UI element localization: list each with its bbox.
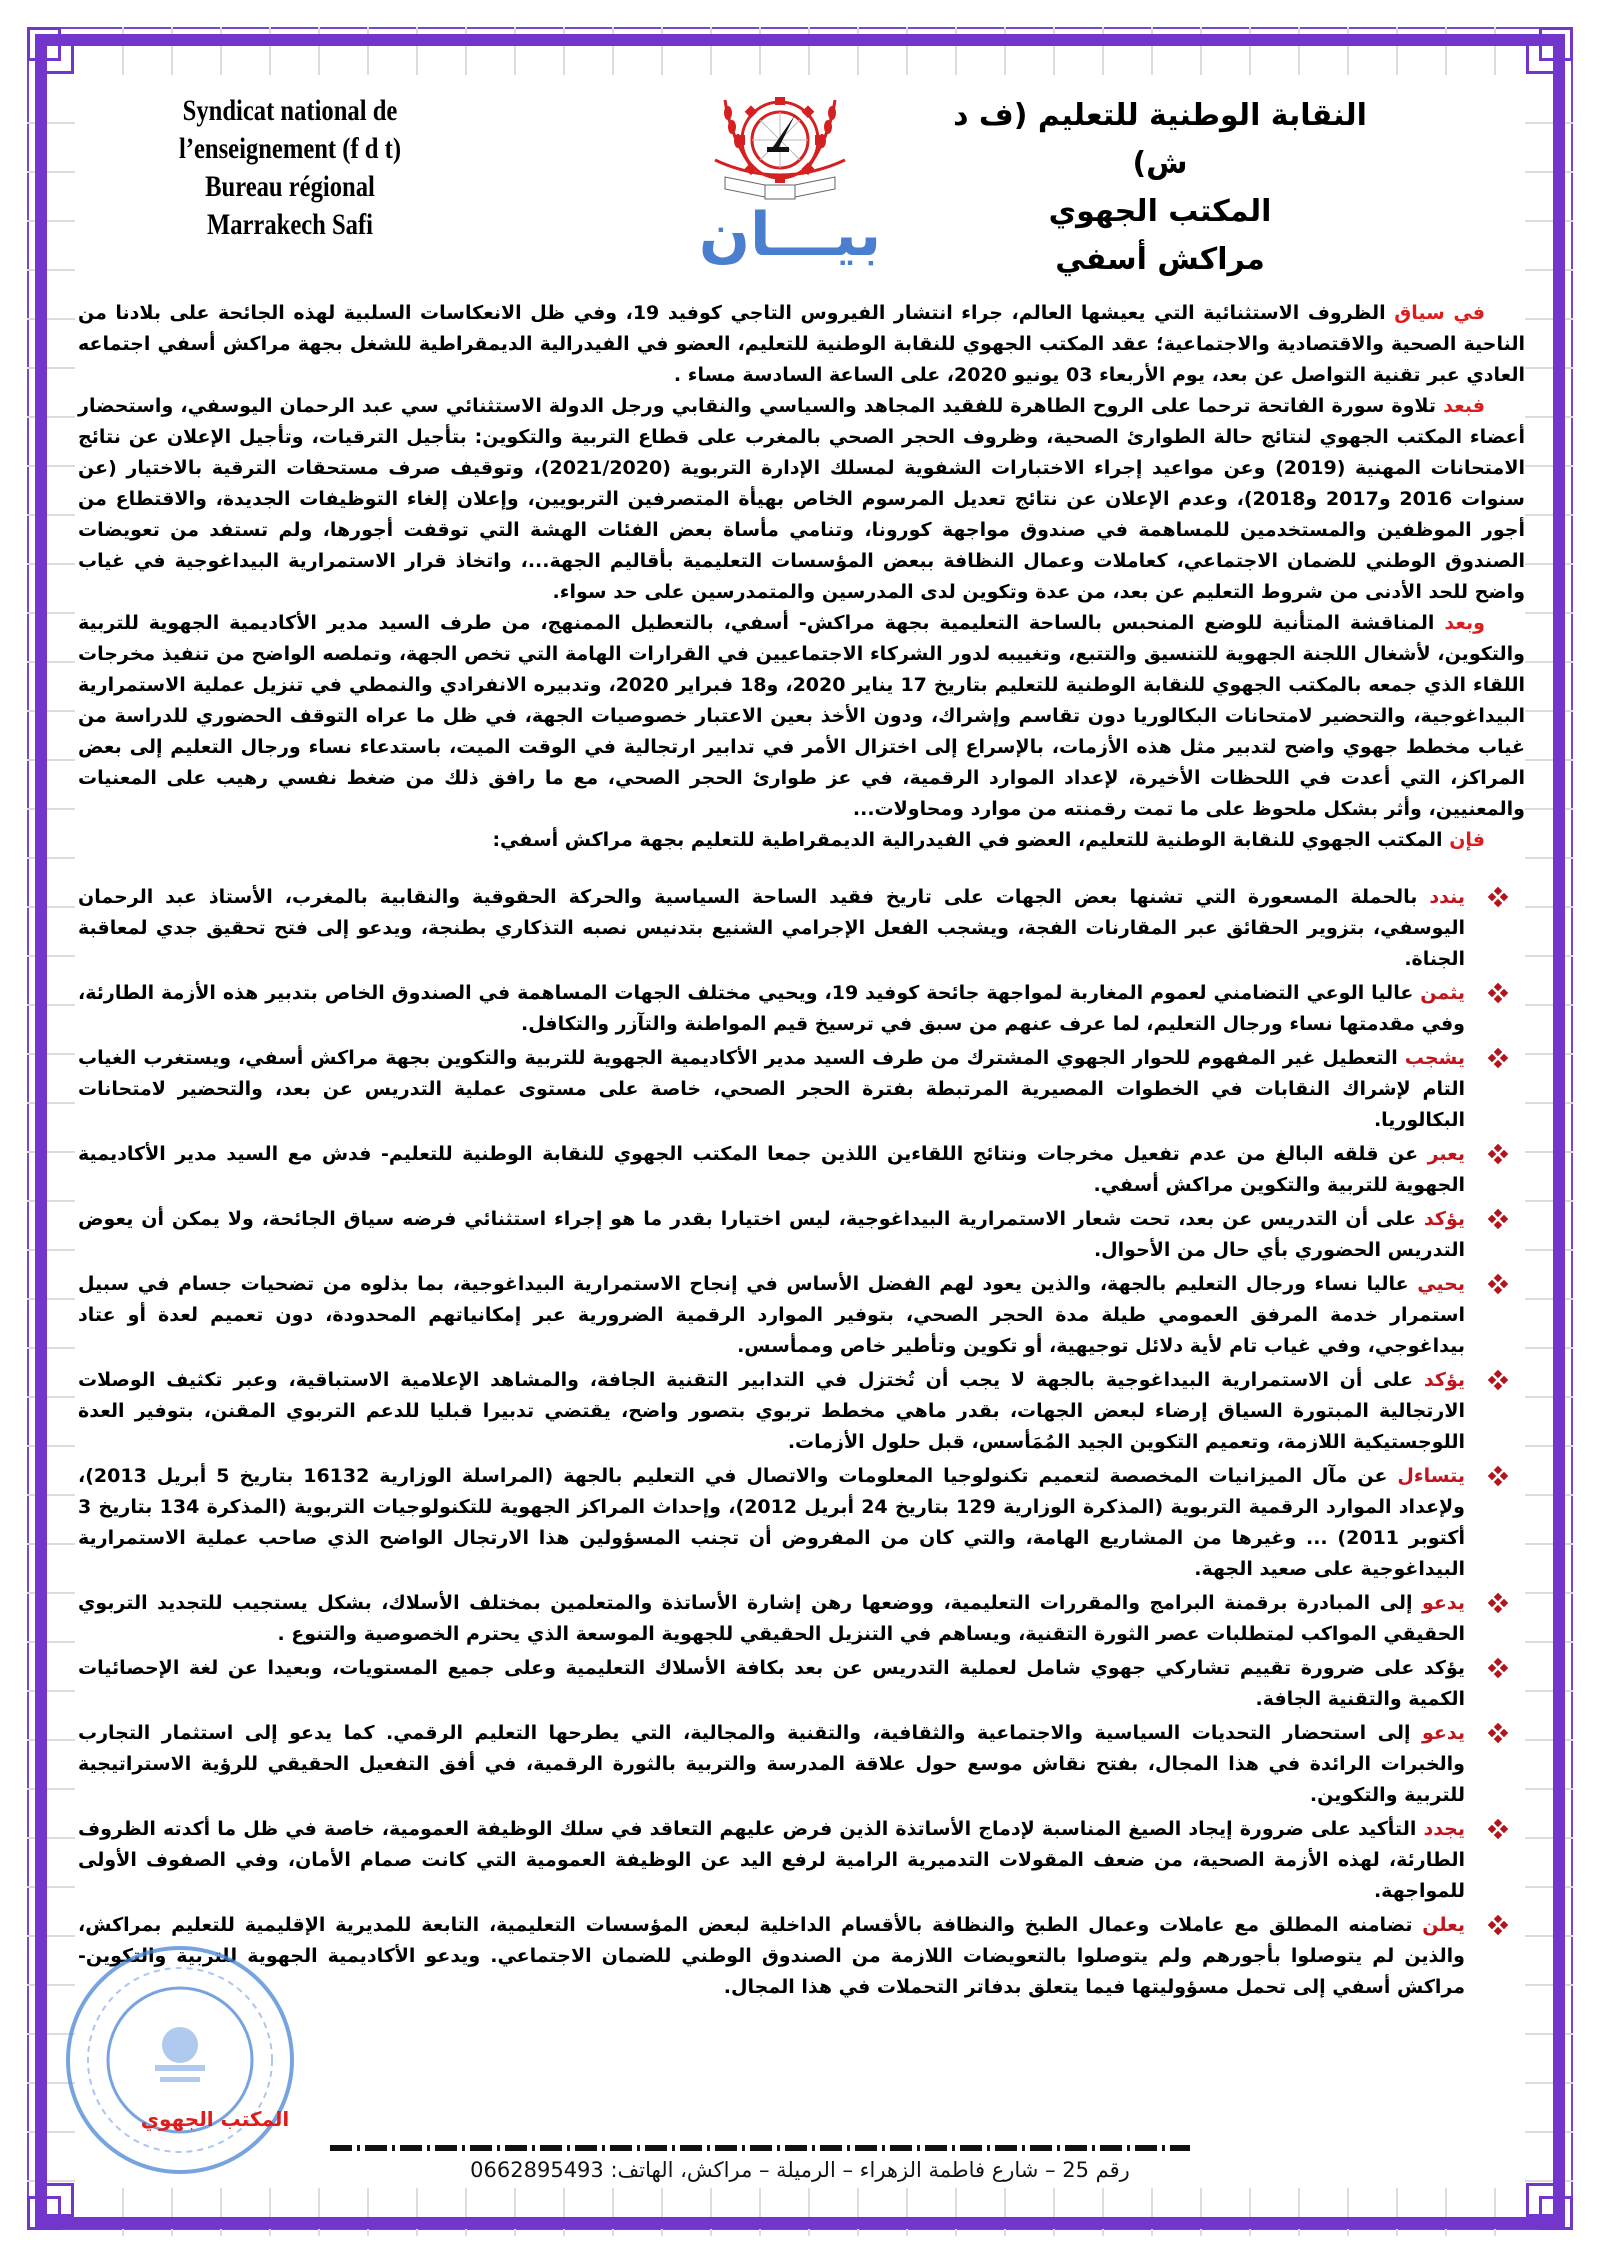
item-keyword: يؤكد — [1423, 1369, 1465, 1391]
diamond-bullet-icon — [1489, 984, 1507, 1002]
diamond-bullet-icon — [1489, 1820, 1507, 1838]
header-french-line1: Syndicat national de l’enseignement (f d t) — [178, 94, 402, 165]
list-item — [78, 1269, 1525, 1362]
intro-paragraph — [78, 298, 1525, 391]
header-french-line3: Marrakech Safi — [206, 208, 374, 241]
paragraph-keyword: في سياق — [1394, 302, 1485, 324]
item-text: عن مآل الميزانيات المخصصة لتعميم تكنولوجيا المعلومات والاتصال في التعليم بالجهة (المراسلة الوزارية 16132 بتاريخ 5 أبريل 2013)، ولإعداد الموارد الرقمية التربوية (المذكرة الوزارية 129 بتاريخ 24 أبريل 2012)، وإحداث المراكز الجهوية للتكنولوجيات التربوية (المذكرة 134 بتاريخ 3 أكتوبر 2011) ... وغيرها من المشاريع الهامة، والتي كان من المفروض أن تجنب المسؤولين هذا الارتجال الواضح الذي صاحب عملية الاستمرارية البيداغوجية على صعيد الجهة. — [78, 1465, 1465, 1580]
item-keyword: يدعو — [1421, 1722, 1465, 1744]
document-title: بيـــان — [698, 200, 882, 270]
item-text: على أن الاستمرارية البيداغوجية بالجهة لا يجب أن تُختزل في التدابير التقنية الجافة، والمشاهد الإعلامية الاستباقية، وعبر تكثيف الوصلات الارتجالية المبتورة السياق إرضاء لبعض الجهات، بقدر ماهي مخطط تربوي بتصور واضح، يقتضي تدبيرا قبليا للدعم التربوي المقنن، بتوفير العدة اللوجستيكية اللازمة، وتعميم التكوين الجيد المُمَأسس، قبل حلول الأزمات. — [78, 1369, 1465, 1453]
item-text: يؤكد على ضرورة تقييم تشاركي جهوي شامل لعملية التدريس عن بعد بكافة الأسلاك التعليمية وعلى جميع المستويات، وبعيدا عن لغة الإحصائيات الكمية والتقنية الجافة. — [78, 1657, 1465, 1710]
diamond-bullet-icon — [1489, 888, 1507, 906]
footer-address: رقم 25 – شارع فاطمة الزهراء – الرميلة – مراكش، الهاتف: 0662895493 — [470, 2158, 1130, 2182]
frame-corner — [1526, 2183, 1560, 2217]
intro-paragraph — [78, 391, 1525, 608]
item-keyword: يؤكد — [1423, 1208, 1465, 1230]
item-text: بالحملة المسعورة التي تشنها بعض الجهات على تاريخ فقيد الساحة السياسية والحركة الحقوقية والنقابية بالمغرب، الأستاذ عبد الرحمان اليوسفي، بتزوير الحقائق عبر المقارنات الفجة، ويشجب الفعل الإجرامي الشنيع بتدنيس نصبه التذكاري بطنجة، ويدعو إلى فتح تحقيق جدي لمعاقبة الجناة. — [78, 886, 1465, 970]
diamond-bullet-icon — [1489, 1916, 1507, 1934]
resolutions-list — [78, 882, 1525, 2003]
list-item — [78, 1043, 1525, 1136]
paragraph-text: المناقشة المتأنية للوضع المنحبس بالساحة التعليمية بجهة مراكش- أسفي، بالتعطيل الممنهج، من طرف السيد مدير الأكاديمية الجهوية للتربية والتكوين، لأشغال اللجنة الجهوية للتنسيق والتتبع، وتغييبه لدور الشركاء الاجتماعيين في القرارات الهامة التي تخص الجهة، وتملصه الواضح من تنفيذ مخرجات اللقاء الذي جمعه بالمكتب الجهوي للنقابة الوطنية للتعليم بتاريخ 17 يناير 2020، و18 فبراير 2020، وتدبيره الانفرادي والنمطي في تنزيل عملية الاستمرارية البيداغوجية، والتحضير لامتحانات البكالوريا دون تقاسم وإشراك، ودون الأخذ بعين الاعتبار خصوصيات الجهة، في ظل ما عراه التوقف الحضوري للدراسة من غياب مخطط جهوي واضح لتدبير مثل هذه الأزمات، بالإسراع إلى اختزال الأمر في تدابير ارتجالية في الوقت الميت، باستدعاء نساء ورجال التعليم إلى بعض المراكز، التي أعدت في اللحظات الأخيرة، لإعداد الموارد الرقمية، في عز طوارئ الحجر الصحي، مع ما رافق ذلك من ضغط نفسي رهيب على المعنيات والمعنيين، وأثر بشكل ملحوظ على ما تمت رقمنته من موارد ومحاولات... — [78, 612, 1525, 820]
diamond-bullet-icon — [1489, 1467, 1507, 1485]
frame-corner — [40, 40, 74, 74]
list-item — [78, 1718, 1525, 1811]
diamond-bullet-icon — [1489, 1049, 1507, 1067]
item-keyword: يندد — [1429, 886, 1465, 908]
list-item — [78, 882, 1525, 975]
diamond-bullet-icon — [1489, 1594, 1507, 1612]
item-text: إلى المبادرة برقمنة البرامج والمقررات التعليمية، ووضعها رهن إشارة الأساتذة والمتعلمين بمختلف الأسلاك، بشكل يستجيب للتجديد التربوي الحقيقي المواكب لمتطلبات عصر الثورة التقنية، ويساهم في التنزيل الحقيقي للجهوية الموسعة الذي يحترم الخصوصية والتنوع . — [78, 1592, 1465, 1645]
paragraph-text: تلاوة سورة الفاتحة ترحما على الروح الطاهرة للفقيد المجاهد والسياسي والنقابي ورجل الدولة الاستثنائي سي عبد الرحمان اليوسفي، واستحضار أعضاء المكتب الجهوي لنتائج حالة الطوارئ الصحية، وظروف الحجر الصحي بالمغرب على قطاع التربية والتكوين: بتأجيل الترقيات، وتأجيل الإعلان عن نتائج الامتحانات المهنية (2019) وعن مواعيد إجراء الاختبارات الشفوية لمسلك الإدارة التربوية (2021/2020)، وتوقيف صرف مستحقات الترقية بالاختيار (عن سنوات 2016 و2017 و2018)، وعدم الإعلان عن نتائج تعديل المرسوم الخاص بهيأة المتصرفين التربويين، وإعلان إلغاء التوظيفات الجديدة، والاقتطاع من أجور الموظفين والمستخدمين للمساهمة في صندوق مواجهة كورونا، وتنامي مأساة بعض الفئات الهشة التي توقفت أجورها، ولم تستفد من تعويضات الصندوق الوطني للضمان الاجتماعي، كعاملات وعمال النظافة ببعض المؤسسات التعليمية بأقاليم الجهة...، واتخاذ قرار الاستمرارية البيداغوجية في غياب واضح للحد الأدنى من شروط التعليم عن بعد، من عدة وتكوين لدى المدرسين والمتمدرسين على حد سواء. — [78, 395, 1525, 603]
paragraph-text: الظروف الاستثنائية التي يعيشها العالم، جراء انتشار الفيروس التاجي كوفيد 19، وفي ظل الانعكاسات السلبية لهذه الجائحة على بلادنا من الناحية الصحية والاقتصادية والاجتماعية؛ عقد المكتب الجهوي للنقابة الوطنية للتعليم، العضو في الفيدرالية الديمقراطية للشغل بجهة مراكش أسفي اجتماعه العادي عبر تقنية التواصل عن بعد، يوم الأربعاء 03 يونيو 2020، على الساعة السادسة مساء . — [78, 302, 1525, 386]
frame-corner — [40, 2183, 74, 2217]
union-logo-icon — [695, 85, 865, 205]
list-item — [78, 1204, 1525, 1266]
list-item — [78, 1653, 1525, 1715]
frame-bar-bottom — [35, 2217, 1565, 2229]
item-text: عاليا الوعي التضامني لعموم المغاربة لمواجهة جائحة كوفيد 19، ويحيي مختلف الجهات المساهمة في الصندوق الخاص بتدبير هذه الأزمة الطارئة، وفي مقدمتها نساء ورجال التعليم، لما عرف عنهم من سبق في ترسيخ قيم المواطنة والتآزر والتكافل. — [78, 982, 1465, 1035]
paragraph-keyword: فبعد — [1443, 395, 1485, 417]
header-french — [101, 92, 478, 244]
list-item — [78, 1139, 1525, 1201]
diamond-bullet-icon — [1489, 1275, 1507, 1293]
diamond-bullet-icon — [1489, 1724, 1507, 1742]
frame-bar-right — [1553, 34, 1565, 2229]
header-arabic-line2: المكتب الجهوي — [1048, 194, 1272, 229]
list-item — [78, 1461, 1525, 1585]
item-keyword: يدعو — [1421, 1592, 1465, 1614]
intro-paragraph — [78, 825, 1525, 856]
item-text: عاليا نساء ورجال التعليم بالجهة، والذين يعود لهم الفضل الأساس في إنجاح الاستمرارية البيداغوجية، بما بذلوه من تضحيات جسام في سبيل استمرار خدمة المرفق العمومي طيلة مدة الحجر الصحي، بتوفير الموارد الرقمية الضرورية عبر إمكانياتهم المحدودة، دون تعميم لعدة أو عتاد بيداغوجي، وفي غياب تام لأية دلائل توجيهية، أو تكوين وتأطير خاص وممأسس. — [78, 1273, 1465, 1357]
diamond-bullet-icon — [1489, 1659, 1507, 1677]
item-keyword: يشجب — [1404, 1047, 1465, 1069]
footer-divider — [330, 2145, 1190, 2151]
item-keyword: يجدد — [1423, 1818, 1465, 1840]
frame-bar-left — [35, 34, 47, 2229]
diamond-bullet-icon — [1489, 1210, 1507, 1228]
header-arabic-line3: مراكش أسفي — [1055, 242, 1265, 277]
frame-bar-top — [35, 34, 1565, 46]
paragraph-text: المكتب الجهوي للنقابة الوطنية للتعليم، العضو في الفيدرالية الديمقراطية للتعليم بجهة مراكش أسفي: — [492, 829, 1450, 851]
list-item — [78, 1588, 1525, 1650]
statement-body — [78, 298, 1525, 2006]
header-french-line2: Bureau régional — [205, 170, 375, 203]
diamond-bullet-icon — [1489, 1145, 1507, 1163]
item-keyword: يحيي — [1417, 1273, 1465, 1295]
header-arabic-line1: النقابة الوطنية للتعليم (ف د ش) — [953, 98, 1367, 181]
item-text: التأكيد على ضرورة إيجاد الصيغ المناسبة لإدماج الأساتذة الذين فرض عليهم التعاقد في سلك الوظيفة العمومية، خاصة في ظل ما أكدته الظروف الطارئة، لهذه الأزمة الصحية، من ضعف المقولات التدميرية الرامية لرفع اليد عن الوظيفة العمومية التي كانت صمام الأمان، وفي الصفوف الأولى للمواجهة. — [78, 1818, 1465, 1902]
item-text: التعطيل غير المفهوم للحوار الجهوي المشترك من طرف السيد مدير الأكاديمية الجهوية للتربية والتكوين بجهة مراكش أسفي، ويستغرب الغياب التام لإشراك النقابات في الخطوات المصيرية المرتبطة بفترة الحجر الصحي، خاصة على مستوى عملية التدريس عن بعد، والتحضير لامتحانات البكالوريا. — [78, 1047, 1465, 1131]
signature-label: المكتب الجهوي — [140, 2107, 290, 2131]
item-keyword: يعلن — [1422, 1914, 1465, 1936]
list-item — [78, 978, 1525, 1040]
item-keyword: يثمن — [1420, 982, 1465, 1004]
diamond-bullet-icon — [1489, 1371, 1507, 1389]
item-text: عن قلقه البالغ من عدم تفعيل مخرجات ونتائج اللقاءين اللذين جمعا المكتب الجهوي للنقابة الوطنية للتعليم- فدش مع السيد مدير الأكاديمية الجهوية للتربية والتكوين مراكش أسفي. — [78, 1143, 1465, 1196]
item-keyword: يعبر — [1427, 1143, 1465, 1165]
official-stamp-icon — [60, 1935, 300, 2185]
frame-corner — [1526, 40, 1560, 74]
item-text: على أن التدريس عن بعد، تحت شعار الاستمرارية البيداغوجية، ليس اختيارا بقدر ما هو إجراء استثنائي فرضه سياق الجائحة، ولا يمكن أن يعوض التدريس الحضوري بأي حال من الأحوال. — [78, 1208, 1465, 1261]
item-text: إلى استحضار التحديات السياسية والاجتماعية والثقافية، والتقنية والمجالية، التي يطرحها التعليم الرقمي. كما يدعو إلى استثمار التجارب والخبرات الرائدة في هذا المجال، بفتح نقاش موسع حول علاقة المدرسة والتربية بالثورة الرقمية، في أفق التفعيل الحقيقي للرؤية الاستراتيجية للتربية والتكوين. — [78, 1722, 1465, 1806]
item-text: تضامنه المطلق مع عاملات وعمال الطبخ والنظافة بالأقسام الداخلية لبعض المؤسسات التعليمية، التابعة للمديرية الإقليمية للتعليم بمراكش، والذين لم يتوصلوا بأجورهم ولم يتوصلوا بالتعويضات اللازمة من الصندوق الوطني للضمان الاجتماعي. ويدعو الأكاديمية الجهوية للتربية والتكوين- مراكش أسفي إلى تحمل مسؤوليتها فيما يتعلق بدفاتر التحملات في هذا المجال. — [78, 1914, 1465, 1998]
item-keyword: يتساءل — [1397, 1465, 1465, 1487]
header-arabic — [930, 92, 1390, 284]
paragraph-keyword: وبعد — [1444, 612, 1485, 634]
list-item — [78, 1365, 1525, 1458]
paragraph-keyword: فإن — [1449, 829, 1485, 851]
list-item — [78, 1814, 1525, 1907]
intro-paragraph — [78, 608, 1525, 825]
